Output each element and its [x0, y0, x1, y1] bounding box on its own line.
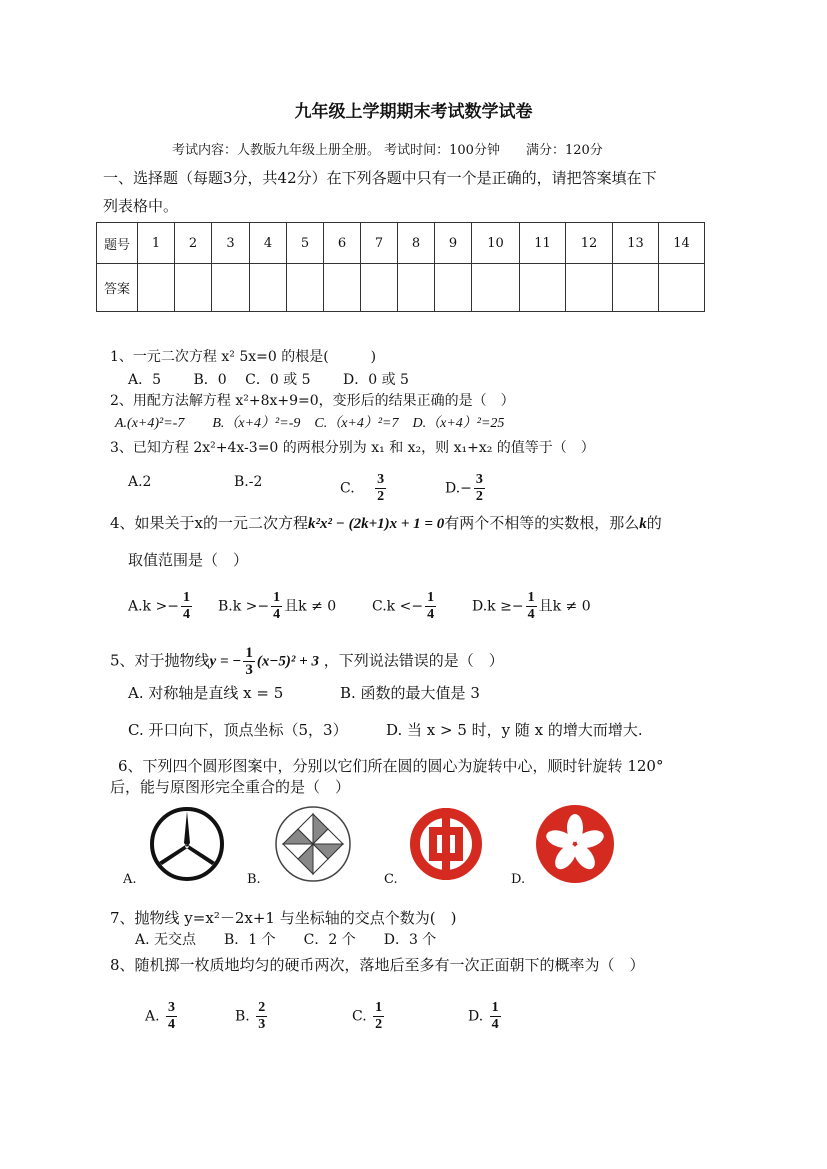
q3-stem: 3、已知方程 2x²+4x-3=0 的两根分别为 x₁ 和 x₂，则 x₁+x₂ 的值等于（ ）	[110, 440, 595, 456]
q8-b: B. $\frac{2}{3}$	[235, 1000, 266, 1032]
q8-a: A. $\frac{3}{4}$	[145, 1000, 176, 1032]
q2-stem: 2、用配方法解方程 x²+8x+9=0，变形后的结果正确的是（ ）	[110, 393, 515, 409]
answer-cell[interactable]	[659, 264, 705, 312]
q3-d: D.− $\frac{3}{2}$	[445, 472, 483, 504]
question-number-cell: 4	[250, 223, 287, 264]
pinwheel-icon	[273, 804, 353, 884]
page-title: 九年级上学期期末考试数学试卷	[294, 102, 533, 122]
answer-cell[interactable]	[250, 264, 287, 312]
question-number-cell: 12	[566, 223, 613, 264]
q6-label-b: B.	[247, 872, 261, 887]
question-number-cell: 6	[324, 223, 361, 264]
q6-label-a: A.	[123, 872, 137, 887]
answer-cell[interactable]	[566, 264, 613, 312]
q5-b: B. 函数的最大值是 3	[340, 684, 480, 702]
question-number-cell: 5	[287, 223, 324, 264]
subtitle: 考试内容：人教版九年级上册全册。 考试时间：100分钟 满分：120分	[172, 143, 603, 158]
q4-stem: 4、如果关于x的一元二次方程k²x² − (2k+1)x + 1 = 0有两个不相等的实数根，那么k的	[110, 514, 662, 532]
answer-cell[interactable]	[175, 264, 212, 312]
q7-stem: 7、抛物线 y=x²－2x+1 与坐标轴的交点个数为( )	[110, 909, 457, 927]
row-label: 答案	[97, 264, 138, 312]
q6-stem-cont: 后，能与原图形完全重合的是（ ）	[110, 778, 351, 796]
q5-a: A. 对称轴是直线 x = 5	[128, 684, 284, 702]
question-number-cell: 8	[398, 223, 435, 264]
answer-cell[interactable]	[435, 264, 472, 312]
q6-stem: 6、下列四个圆形图案中，分别以它们所在圆的圆心为旋转中心，顺时针旋转 120°	[118, 757, 664, 775]
question-number-cell: 14	[659, 223, 705, 264]
q3-a: A.2	[128, 474, 152, 490]
question-number-cell: 7	[361, 223, 398, 264]
answer-cell[interactable]	[613, 264, 659, 312]
answer-cell[interactable]	[398, 264, 435, 312]
answer-cell[interactable]	[138, 264, 175, 312]
question-number-cell: 3	[212, 223, 250, 264]
q4-b: B.k >− $\frac{1}{4}$ 且k ≠ 0	[218, 590, 337, 622]
q6-label-c: C.	[384, 872, 398, 887]
question-number-cell: 11	[520, 223, 566, 264]
q5-c: C. 开口向下，顶点坐标（5，3）	[128, 721, 348, 739]
q1-options: A．5 B．0 C．0 或 5 D．0 或 5	[128, 372, 409, 388]
q4-d: D.k ≥− $\frac{1}{4}$ 且k ≠ 0	[472, 590, 591, 622]
answer-cell[interactable]	[324, 264, 361, 312]
q1-stem: 1、一元二次方程 x² 5x=0 的根是( )	[110, 349, 377, 365]
answer-cell[interactable]	[212, 264, 250, 312]
q8-c: C. $\frac{1}{2}$	[352, 1000, 383, 1032]
answer-table	[96, 222, 705, 312]
section-heading: 一、选择题（每题3分，共42分）在下列各题中只有一个是正确的，请把答案填在下	[103, 169, 657, 187]
question-number-cell: 13	[613, 223, 659, 264]
q3-c: C. $\frac{3}{2}$	[340, 472, 385, 504]
q4-a: A.k >− $\frac{1}{4}$	[128, 590, 190, 622]
q4-stem-cont: 取值范围是（ ）	[128, 551, 249, 569]
answer-cell[interactable]	[287, 264, 324, 312]
answer-cell[interactable]	[361, 264, 398, 312]
q5-stem: 5、对于抛物线y = − $\frac{1}{3}$ (x−5)² + 3 ，下列说法错误的是（ ）	[110, 645, 504, 678]
section-heading-cont: 列表格中。	[103, 197, 179, 215]
row-label: 题号	[97, 223, 138, 264]
hong-kong-bauhinia-icon	[535, 804, 615, 884]
bank-of-china-logo-icon	[408, 806, 484, 882]
q5-d: D. 当 x > 5 时，y 随 x 的增大而增大.	[386, 721, 643, 739]
q8-d: D. $\frac{1}{4}$	[468, 1000, 499, 1032]
q2-options: A.(x+4)²=-7 B.（x+4）²=-9 C.（x+4）²=7 D.（x+4）²=25	[115, 416, 505, 431]
answer-cell[interactable]	[520, 264, 566, 312]
q7-options: A. 无交点 B．1 个 C．2 个 D．3 个	[135, 932, 437, 948]
q3-b: B.-2	[234, 474, 263, 490]
answer-cell[interactable]	[472, 264, 520, 312]
question-number-cell: 9	[435, 223, 472, 264]
q6-label-d: D.	[511, 872, 526, 887]
question-number-cell: 10	[472, 223, 520, 264]
question-number-cell: 1	[138, 223, 175, 264]
mercedes-star-icon	[148, 805, 226, 883]
question-number-cell: 2	[175, 223, 212, 264]
q8-stem: 8、随机掷一枚质地均匀的硬币两次，落地后至多有一次正面朝下的概率为（ ）	[110, 956, 645, 974]
q4-c: C.k <− $\frac{1}{4}$	[372, 590, 435, 622]
